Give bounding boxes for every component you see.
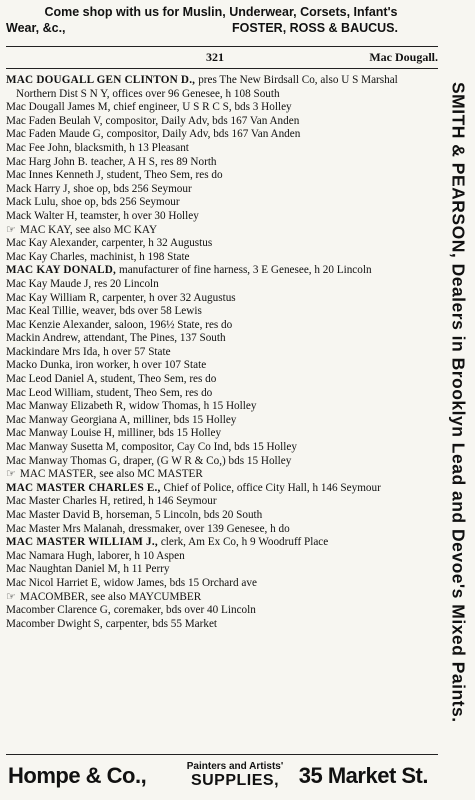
entry-details: milliner, bds 15 Holley (133, 413, 237, 426)
top-advertisement (0, 0, 442, 48)
directory-entry (6, 373, 440, 387)
entry-details: horseman, 5 Lincoln, bds 20 South (105, 509, 263, 521)
entry-name: Mac Kay Alexander, (6, 237, 99, 250)
directory-entry (6, 251, 440, 265)
entry-name: Macomber Clarence G, (6, 604, 111, 617)
pointing-hand-icon: ☞ (6, 223, 16, 236)
entry-details: see also MC MASTER (99, 468, 203, 481)
entry-details: chief engineer, U S R C S, bds 3 Holley (113, 101, 292, 114)
entry-details: laborer, h 10 Aspen (97, 549, 185, 562)
top-ad-line-2 (0, 20, 442, 36)
entry-name: Mac Kay Charles, (6, 250, 88, 263)
directory-entry (6, 536, 440, 550)
entry-name: Mac Keal Tillie, (6, 305, 80, 318)
entry-name: Mac Leod William, (6, 386, 94, 399)
entry-name: Mac Manway Louise H, (6, 427, 115, 440)
directory-entries (6, 74, 440, 631)
entry-details: compositor, Daily Adv, bds 167 Van Anden (105, 114, 300, 127)
entry-name: Mac Manway Georgiana A, (6, 413, 131, 426)
side-ad-text: SMITH & PEARSON, Dealers in Brooklyn Lead and Devoe's Mixed Paints. (448, 81, 469, 723)
directory-entry (6, 346, 440, 360)
entry-details: teamster, h over 30 Holley (80, 209, 199, 222)
entry-name: Mac Master Charles H, (6, 495, 111, 508)
directory-entry (6, 292, 440, 306)
entry-details: draper, (G W R & Co,) bds 15 Holley (123, 454, 292, 467)
directory-entry (6, 604, 440, 618)
directory-entry (6, 563, 440, 577)
entry-details: machinist, h 198 State (90, 250, 190, 263)
entry-name: MAC DOUGALL GEN CLINTON D., (6, 74, 196, 86)
entry-details: weaver, bds over 58 Lewis (82, 305, 202, 318)
entry-name: Mac Nicol Harriet E, (6, 576, 101, 589)
entry-details: manufacturer of fine harness, 3 E Genesee, h 20 Lincoln (119, 264, 372, 277)
entry-name: Mack Harry J, (6, 182, 71, 195)
entry-name: MAC KAY DONALD, (6, 264, 117, 277)
entry-name: Mac Kay William R, (6, 291, 100, 304)
entry-details: carpenter, h over 32 Augustus (102, 291, 236, 304)
entry-details: shoe op, bds 256 Seymour (73, 182, 192, 195)
header-rule-bottom (6, 68, 438, 69)
entry-name: Mack Lulu, (6, 196, 59, 209)
directory-entry (6, 441, 440, 455)
entry-name: Mac Manway Thomas G, (6, 454, 121, 467)
directory-entry (6, 115, 440, 129)
bottom-ad-right: 35 Market St. (298, 763, 428, 788)
directory-entry (6, 577, 440, 591)
entry-name: MAC KAY, (19, 223, 73, 236)
cross-reference-entry (6, 224, 440, 238)
side-advertisement (443, 32, 473, 772)
directory-entry (6, 523, 440, 537)
cross-reference-entry (6, 468, 440, 482)
directory-entry (6, 509, 440, 523)
entry-name: Mac Fee John, (6, 141, 72, 154)
entry-name: MAC MASTER CHARLES E., (6, 481, 161, 494)
entry-details: shoe op, bds 256 Seymour (61, 196, 180, 209)
entry-details: iron worker, h over 107 State (75, 359, 207, 372)
entry-name: Mackin Andrew, (6, 332, 81, 345)
top-ad-line-2-left: Wear, &c., (6, 21, 66, 35)
entry-name: Mac Dougall James M, (6, 101, 111, 114)
entry-details: compositor, Daily Adv, bds 167 Van Anden (106, 128, 301, 141)
entry-name: Mac Faden Maude G, (6, 128, 104, 141)
header-rule-top (6, 46, 438, 47)
entry-name: MACOMBER, (19, 590, 88, 603)
top-ad-line-1: Come shop with us for Muslin, Underwear, Corsets, Infant's (44, 5, 398, 19)
entry-name: MAC MASTER, (19, 468, 97, 481)
entry-details: student, Theo Sem, res do (100, 373, 217, 386)
entry-name: Mac Kenzie Alexander, (6, 318, 112, 331)
entry-name: Mac Kay Maude J, (6, 277, 92, 290)
footer-rule (6, 754, 438, 755)
bottom-ad-middle-top: Painters and Artists' (186, 761, 284, 772)
entry-name: Mac Innes Kenneth J, (6, 169, 104, 182)
entry-name: Macomber Dwight S, (6, 617, 103, 630)
entry-details: blacksmith, h 13 Pleasant (74, 141, 189, 154)
entry-name: Mac Leod Daniel A, (6, 373, 98, 386)
entry-details: attendant, The Pines, 137 South (83, 332, 226, 345)
directory-entry (6, 387, 440, 401)
directory-entry (6, 278, 440, 292)
entry-details: coremaker, bds over 40 Lincoln (113, 604, 256, 617)
directory-entry (6, 169, 440, 183)
page-number: 321 (206, 50, 224, 64)
entry-name: Mac Manway Susetta M, (6, 441, 119, 454)
running-head: Mac Dougall. (369, 50, 438, 64)
entry-details: pres The New Birdsall Co, also U S Marshal Northern Dist S N Y, offices over 96 Genesee, h 108 South (16, 74, 398, 100)
entry-details: carpenter, h 32 Augustus (101, 237, 213, 250)
directory-entry (6, 196, 440, 210)
entry-details: res 20 Lincoln (94, 277, 159, 290)
directory-entry (6, 414, 440, 428)
bottom-ad-middle (180, 761, 290, 790)
entry-name: Mac Master David B, (6, 509, 103, 521)
entry-name: Mack Walter H, (6, 209, 78, 222)
directory-entry (6, 319, 440, 333)
directory-entry (6, 142, 440, 156)
directory-entry (6, 400, 440, 414)
entry-details: dressmaker, over 139 Genesee, h do (128, 522, 290, 535)
entry-name: Mac Naughtan Daniel M, (6, 563, 121, 576)
entry-name: Mac Harg John B. (6, 155, 88, 168)
entry-details: milliner, bds 15 Holley (117, 427, 222, 440)
entry-name: Mac Manway Elizabeth R, (6, 400, 126, 413)
entry-details: widow James, bds 15 Orchard ave (103, 576, 257, 589)
entry-details: saloon, 196½ State, res do (114, 318, 233, 331)
entry-details: h over 57 State (103, 345, 171, 358)
entry-name: Mac Faden Beulah V, (6, 114, 103, 127)
entry-details: widow Thomas, h 15 Holley (128, 400, 257, 413)
entry-name: Mac Namara Hugh, (6, 549, 95, 562)
directory-entry (6, 455, 440, 469)
directory-entry (6, 305, 440, 319)
entry-details: carpenter, bds 55 Market (105, 617, 218, 630)
entry-details: teacher, A H S, res 89 North (90, 155, 217, 168)
directory-entry (6, 101, 440, 115)
directory-entry (6, 210, 440, 224)
directory-entry (6, 74, 440, 101)
entry-details: student, Theo Sem, res do (96, 386, 213, 399)
pointing-hand-icon: ☞ (6, 468, 16, 481)
entry-details: clerk, Am Ex Co, h 9 Woodruff Place (160, 536, 329, 549)
entry-details: Chief of Police, office City Hall, h 146 Seymour (163, 481, 381, 494)
directory-entry (6, 237, 440, 251)
entry-name: Macko Dunka, (6, 359, 73, 372)
bottom-ad-left: Hompe & Co., (8, 763, 147, 788)
top-ad-line-2-right: FOSTER, ROSS & BAUCUS. (232, 21, 398, 35)
entry-details: compositor, Cay Co Ind, bds 15 Holley (121, 441, 297, 454)
pointing-hand-icon: ☞ (6, 590, 16, 603)
entry-details: h 11 Perry (123, 563, 170, 576)
directory-entry (6, 427, 440, 441)
cross-reference-entry (6, 591, 440, 605)
entry-details: see also MAYCUMBER (90, 590, 202, 603)
directory-entry (6, 495, 440, 509)
directory-entry (6, 264, 440, 278)
directory-entry (6, 482, 440, 496)
directory-entry (6, 183, 440, 197)
directory-entry (6, 618, 440, 632)
bottom-ad-middle-bottom: SUPPLIES, (190, 772, 280, 789)
entry-details: retired, h 146 Seymour (113, 495, 217, 508)
directory-entry (6, 332, 440, 346)
page-header (6, 50, 438, 66)
entry-name: Mackindare Mrs Ida, (6, 345, 101, 358)
bottom-advertisement (0, 757, 442, 797)
directory-entry (6, 550, 440, 564)
directory-entry (6, 128, 440, 142)
entry-details: see also MC KAY (75, 223, 158, 236)
entry-details: student, Theo Sem, res do (106, 169, 223, 182)
directory-entry (6, 359, 440, 373)
entry-name: MAC MASTER WILLIAM J., (6, 536, 158, 549)
directory-entry (6, 156, 440, 170)
entry-name: Mac Master Mrs Malanah, (6, 522, 126, 535)
